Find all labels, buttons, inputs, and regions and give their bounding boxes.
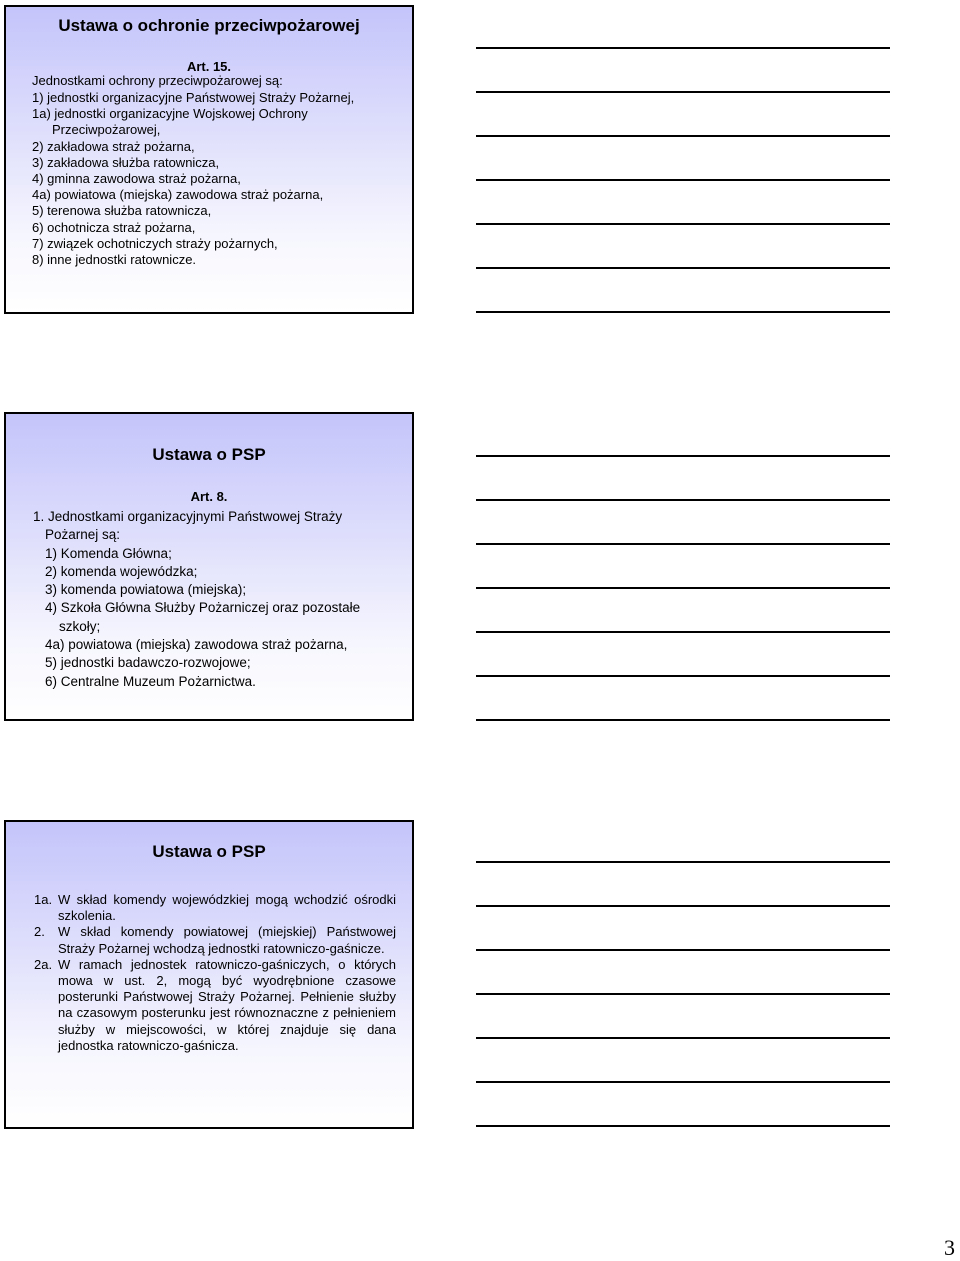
list-item: Przeciwpożarowej,: [52, 122, 161, 138]
slide-title: Ustawa o PSP: [152, 842, 266, 861]
paragraph-item: [34, 957, 396, 1054]
note-line: [476, 1081, 890, 1083]
notes-lines-3: [476, 861, 890, 1169]
list-item: 5) terenowa służba ratownicza,: [32, 203, 212, 219]
note-line: [476, 719, 890, 721]
paragraph-text: W ramach jednostek ratowniczo-gaśniczych, o których mowa w ust. 2, mogą być wyodrębnione czasowe posterunki Państwowej Straży Pożarnej. Pełnienie służby na czasowym posterunku jest równoznaczne z pełnieniem służby w miejscowości, w której znajduje się dana jednostka ratowniczo-gaśnicza.: [58, 956, 396, 1053]
slide-2: [4, 412, 414, 721]
note-line: [476, 675, 890, 677]
paragraph-number: 2a.: [34, 956, 53, 972]
list-item: Pożarnej są:: [45, 527, 121, 543]
list-item: 4) gminna zawodowa straż pożarna,: [32, 171, 241, 187]
page-number: 3: [944, 1235, 955, 1260]
list-item: 6) ochotnicza straż pożarna,: [32, 219, 196, 235]
list-item: 4a) powiatowa (miejska) zawodowa straż pożarna,: [32, 187, 324, 203]
unit-list: [33, 508, 360, 691]
list-item: 2) komenda wojewódzka;: [45, 563, 198, 579]
paragraph-text: W skład komendy powiatowej (miejskiej) Państwowej Straży Pożarnej wchodzą jednostki ratowniczo-gaśnicze.: [58, 924, 396, 956]
slide-3: [4, 820, 414, 1129]
list-item: 6) Centralne Muzeum Pożarnictwa.: [45, 673, 256, 689]
list-item: 1) jednostki organizacyjne Państwowej Straży Pożarnej,: [32, 90, 355, 105]
paragraph-number: 1a.: [34, 892, 53, 907]
note-line: [476, 179, 890, 181]
list-item: szkoły;: [59, 618, 101, 634]
note-line: [476, 311, 890, 313]
article-number: Art. 8.: [190, 489, 228, 504]
note-line: [476, 47, 890, 49]
paragraph-number: 2.: [34, 924, 45, 940]
note-line: [476, 455, 890, 457]
slide-title: Ustawa o ochronie przeciwpożarowej: [58, 16, 360, 35]
slide-1: [4, 5, 414, 314]
list-item: 4) Szkoła Główna Służby Pożarniczej oraz pozostałe: [45, 600, 361, 616]
list-item: 3) komenda powiatowa (miejska);: [45, 582, 247, 598]
note-line: [476, 223, 890, 225]
list-item: 3) zakładowa służba ratownicza,: [32, 154, 220, 170]
note-line: [476, 1037, 890, 1039]
note-line: [476, 993, 890, 995]
paragraph-text: W skład komendy wojewódzkiej mogą wchodzić ośrodki szkolenia.: [58, 892, 396, 924]
note-line: [476, 631, 890, 633]
list-item: 8) inne jednostki ratownicze.: [32, 252, 197, 268]
note-line: [476, 905, 890, 907]
article-intro: Jednostkami ochrony przeciwpożarowej są:: [32, 73, 283, 88]
note-line: [476, 949, 890, 951]
notes-lines-1: [476, 47, 890, 355]
notes-lines-2: [476, 455, 890, 763]
note-line: [476, 861, 890, 863]
note-line: [476, 499, 890, 501]
note-line: [476, 587, 890, 589]
note-line: [476, 91, 890, 93]
list-item: 4a) powiatowa (miejska) zawodowa straż pożarna,: [45, 637, 348, 653]
note-line: [476, 135, 890, 137]
note-line: [476, 1125, 890, 1127]
list-item: 1) Komenda Główna;: [45, 545, 172, 561]
article-number: Art. 15.: [186, 59, 232, 74]
paragraph-list: [34, 892, 396, 1054]
unit-list: [32, 90, 354, 268]
list-item: 7) związek ochotniczych straży pożarnych,: [32, 235, 278, 251]
note-line: [476, 543, 890, 545]
paragraph-item: [34, 892, 396, 924]
slide-title: Ustawa o PSP: [152, 445, 266, 464]
list-item: 5) jednostki badawczo-rozwojowe;: [45, 655, 251, 671]
list-item: 1. Jednostkami organizacyjnymi Państwowej Straży: [33, 509, 343, 524]
paragraph-item: [34, 924, 396, 956]
list-item: 2) zakładowa straż pożarna,: [32, 138, 195, 154]
list-item: 1a) jednostki organizacyjne Wojskowej Ochrony: [32, 106, 308, 122]
note-line: [476, 267, 890, 269]
